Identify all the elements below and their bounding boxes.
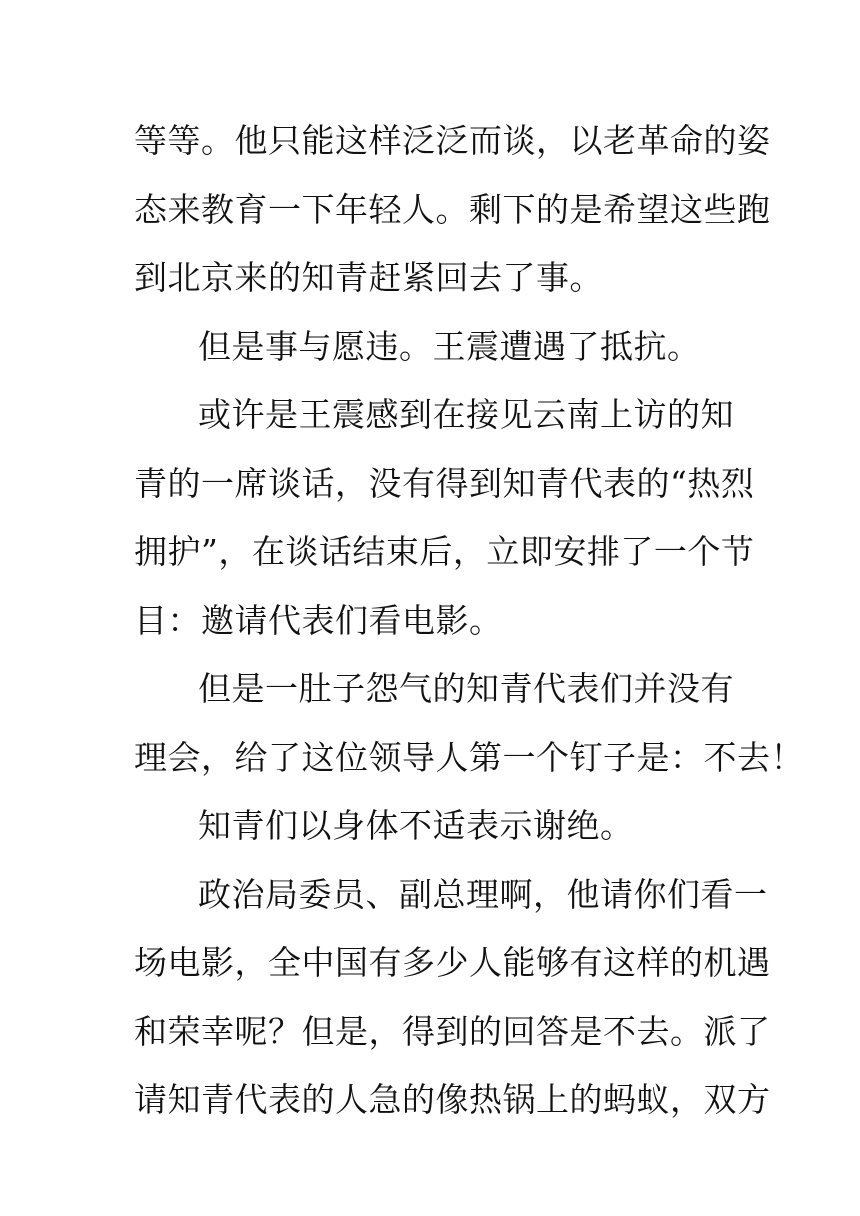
text-line: 态来教育一下年轻人。剩下的是希望这些跑 [134,189,771,229]
paragraph-start-line: 但是一肚子怨气的知青代表们并没有 [198,669,734,708]
text-line: 和荣幸呢？但是，得到的回答是不去。派了 [134,1011,771,1051]
text-line: 目：邀请代表们看电影。 [134,600,503,640]
text-line: 请知青代表的人急的像热锅上的蚂蚁，双方 [134,1080,771,1119]
text-line: 拥护”，在谈话结束后，立即安排了一个节 [134,532,755,571]
text-line: 青的一席谈话，没有得到知青代表的“热烈 [134,463,755,503]
paragraph-start-line: 但是事与愿违。王震遭遇了抵抗。 [198,326,701,366]
body-text [134,112,804,1140]
text-line: 到北京来的知青赶紧回去了事。 [134,258,603,297]
paragraph-start-line: 或许是王震感到在接见云南上访的知 [198,395,734,434]
paragraph-start-line: 知青们以身体不适表示谢绝。 [198,806,634,845]
text-line: 等等。他只能这样泛泛而谈，以老革命的姿 [134,121,771,160]
text-line: 场电影，全中国有多少人能够有这样的机遇 [134,943,771,982]
text-line: 理会，给了这位领导人第一个钉子是：不去！ [134,737,804,777]
paragraph-start-line: 政治局委员、副总理啊，他请你们看一 [198,874,768,914]
